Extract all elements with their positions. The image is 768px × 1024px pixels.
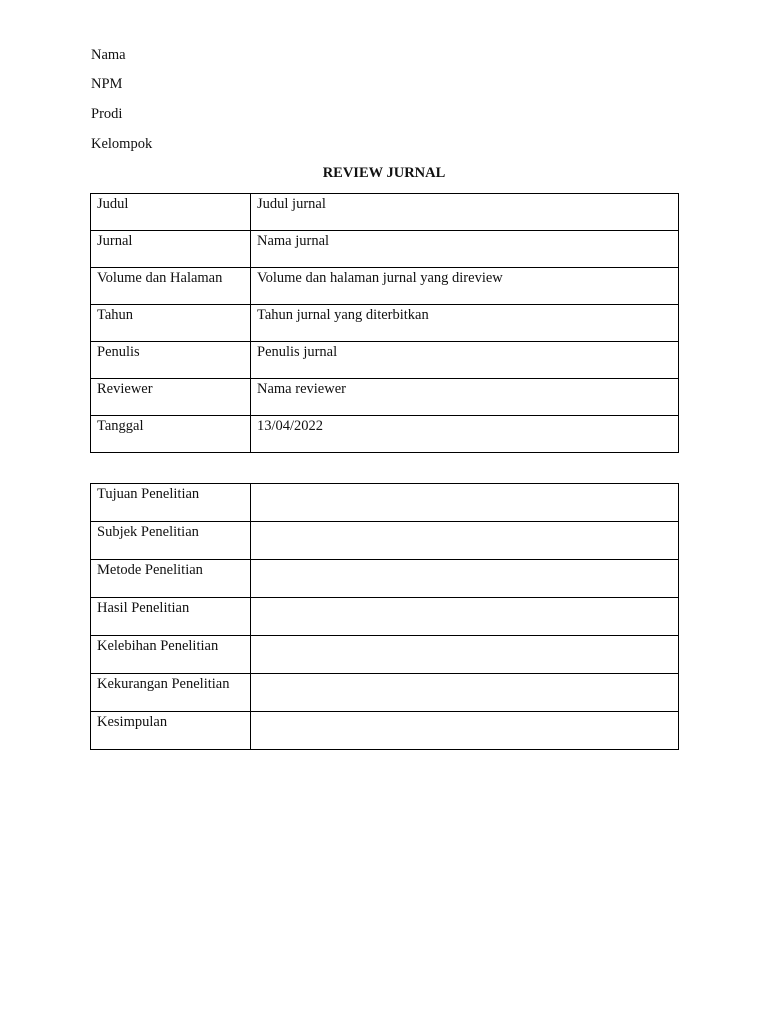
row-value [251,598,679,636]
row-label: Penulis [91,342,251,379]
table-row [91,231,679,268]
table-row [91,598,679,636]
row-label: Tujuan Penelitian [91,484,251,522]
npm-label: NPM [91,76,123,92]
row-label: Kesimpulan [91,712,251,750]
row-label: Hasil Penelitian [91,598,251,636]
table-row [91,305,679,342]
table-row [91,522,679,560]
table-row [91,560,679,598]
journal-info-table [90,193,679,453]
row-value: Nama jurnal [251,231,679,268]
row-label: Jurnal [91,231,251,268]
row-label: Judul [91,194,251,231]
row-value: 13/04/2022 [251,416,679,453]
table-row [91,268,679,305]
table-row [91,484,679,522]
row-value [251,560,679,598]
row-value [251,484,679,522]
row-value: Nama reviewer [251,379,679,416]
nama-label: Nama [91,47,126,63]
kelompok-label: Kelompok [91,136,153,152]
row-value [251,636,679,674]
row-label: Tahun [91,305,251,342]
row-label: Tanggal [91,416,251,453]
document-title: REVIEW JURNAL [322,165,446,181]
row-value: Judul jurnal [251,194,679,231]
row-value [251,674,679,712]
prodi-label: Prodi [91,106,123,122]
row-label: Volume dan Halaman [91,268,251,305]
review-analysis-table [90,483,679,750]
table-row [91,416,679,453]
row-value [251,522,679,560]
row-label: Metode Penelitian [91,560,251,598]
row-value [251,712,679,750]
table-row [91,674,679,712]
row-value: Penulis jurnal [251,342,679,379]
row-label: Kelebihan Penelitian [91,636,251,674]
table-row [91,636,679,674]
table-row [91,379,679,416]
row-value: Volume dan halaman jurnal yang direview [251,268,679,305]
table-row [91,712,679,750]
table-row [91,342,679,379]
row-label: Kekurangan Penelitian [91,674,251,712]
table-row [91,194,679,231]
row-label: Subjek Penelitian [91,522,251,560]
row-label: Reviewer [91,379,251,416]
row-value: Tahun jurnal yang diterbitkan [251,305,679,342]
